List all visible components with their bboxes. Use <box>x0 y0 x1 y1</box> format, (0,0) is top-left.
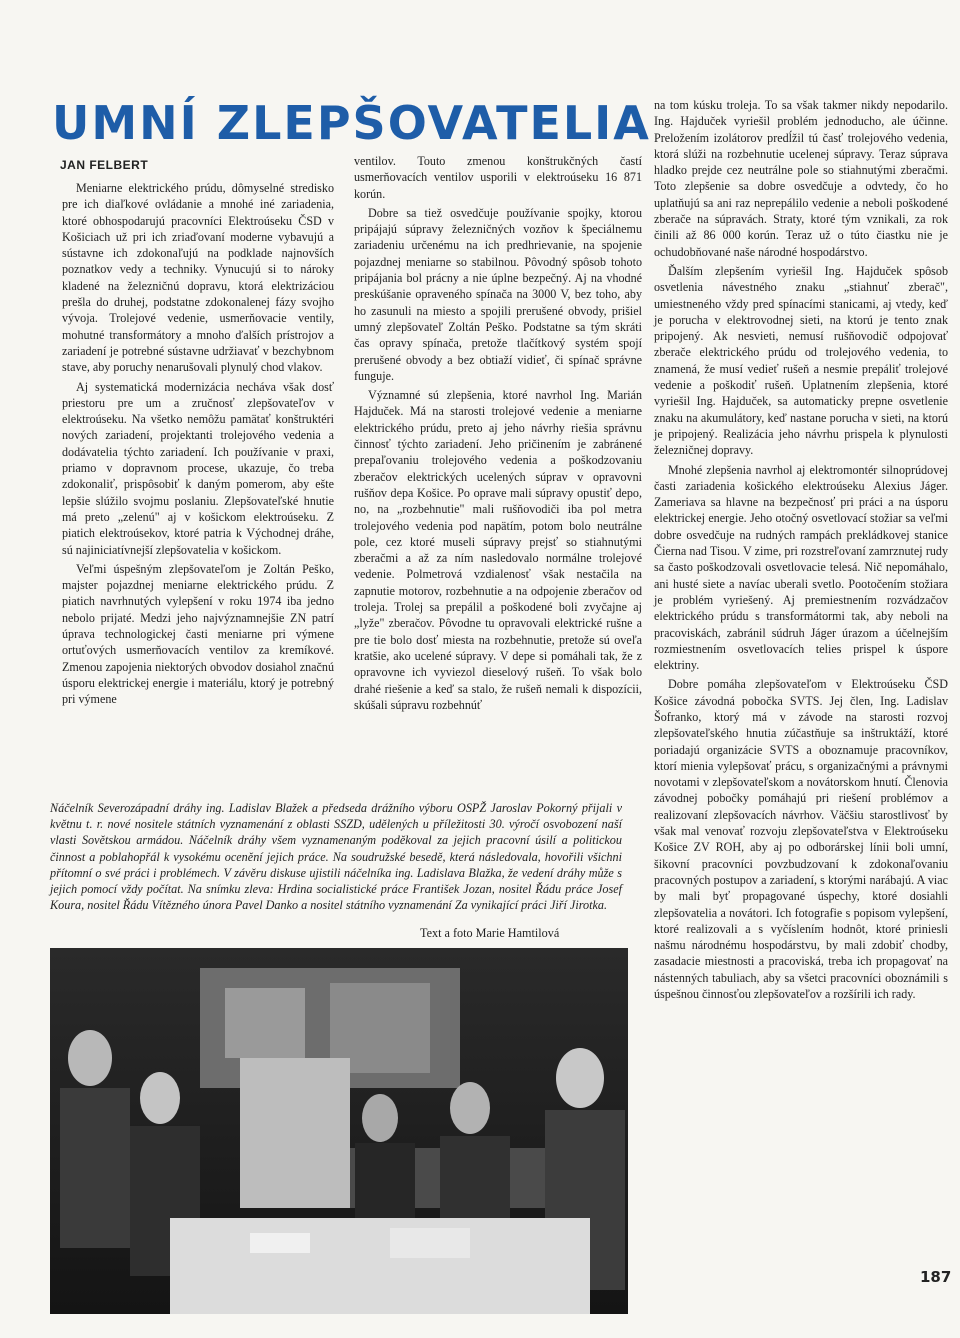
photo-caption: Náčelník Severozápadní dráhy ing. Ladislav Blažek a předseda drážního výboru OSPŽ Jaroslav Pokorný přijali v květnu t. r. nové nositele státních vyznamenání z oblasti SSZD, udělených u příležitosti 30. výročí osvobození naší vlasti Sovětskou armádou. Náčelník dráhy všem vyznamenaným poděkoval za jejich pracovní úsilí a politickou činnost a poblahopřál k vysokému ocenění jejich práce. Na soudružské besedě, která následovala, hovořili všichni přítomní o své práci i problémech. V závěru diskuse ujistili náčelníka ing. Ladislava Blažka, že vedení dráhy může s jejich pomocí vždy počítat. Na snímku zleva: Hrdina socialistické práce František Jozan, nositel Řádu práce Josef Koura, nositel Řádu Vítězného února Pavel Danko a nositel státního vyznamenání Za vynikající práci Jiří Jirotka. <box>50 801 622 913</box>
paragraph: Významné sú zlepšenia, ktoré navrhol Ing. Marián Hajduček. Má na starosti trolejové vedenie a meniarne elektrického prúdu, preto aj jeho návrhy riešia správnu činnosť týchto zariadení. Jeho pričinením je zabránené prepaľovaniu trolejového vedenia a poškodzovaniu zberačov elektrických ucelených súprav v opravovni rušňov depa Košice. Po oprave mali súpravy opustiť depo, no, na „rozbehnutie" mali rušňovodiči iba pol metra trolejového vedenia pod napätím, potom bolo neutrálne pole, cez ktoré museli súpravy prejsť so stiahnutými zberačmi a až za ním nasledovalo normálne trolejové vedenie. Polmetrová vzdialenosť však nestačila na zapnutie motorov, rozbehnutie a na odpojenie zberačov od troleja. Trolej sa prepálil a poškodené boli zvyčajne aj „lyže" zberačov. Pôvodne tu opravovali elektrické rušne a pre tie bolo dosť miesta na rozbehnutie, pretože sú oveľa kratšie, ako ucelené súpravy. V depe si pomáhali tak, že z opravovne ich vyviezol dieselový rušeň. To však bolo drahé riešenie a keď sa stalo, že rušeň nemali k dispozícii, skúšali súpravu rozbehnúť <box>354 388 642 712</box>
author-byline: JAN FELBERT <box>60 158 149 172</box>
paragraph: Mnohé zlepšenia navrhol aj elektromontér silnoprúdovej časti zariadenia košického elektroúseku Alexius Jáger. Zameriava sa hlavne na bezpečnosť pri práci a na úsporu elektrickej energie. Jeho otočný osvetlovací stožiar sa veľmi dobre osvedčuje na rudných rampách prekládkovej stanice Čierna nad Tisou. V zime, pri rozstreľovaní zamrznutej rudy sa často poškodzovali osvetlovacie telesá. Nič nepomáhalo, ani husté siete a navíac uberali svetlo. Pootočením stožiara je problém vyriešený. Aj premiestnením rozvádzačov elektrického prúdu s transformátormi tak, aby neboli na pracoviskách, zabránil súdruh Jáger úrazom a účelnejším rozmiestnením osvetlovacích telies prispel k úspore elektriny. <box>654 462 948 673</box>
text-column-1 <box>62 180 334 711</box>
article-title: UMNÍ ZLEPŠOVATELIA <box>52 96 651 150</box>
meeting-photo-illustration <box>50 948 628 1314</box>
paragraph: Aj systematická modernizácia necháva však dosť priestoru pre um a zručnosť zlepšovateľov v elektroúseku. Na všetko nemôžu pamätať konštruktéri nových zariadení, projektanti trolejového vedenia a dodávatelia týchto zariadení. Ich používanie v praxi, priamo v dopravnom procese, ukazuje, čo treba zdokonaliť, prispôsobiť k daným pomerom, aby ešte lepšie slúžilo svojmu poslaniu. Zlepšovateľské hnutie má preto „zelenú" aj v košickom elektroúseku. Z piatich elektroúsekov, ktoré patria k Východnej dráhe, sú najiniciatívnejší zlepšovatelia v košickom. <box>62 379 334 557</box>
meeting-photo <box>50 948 628 1314</box>
paragraph: Dobre pomáha zlepšovateľom v Elektroúseku ČSD Košice závodná pobočka SVTS. Jej člen, Ing. Ladislav Šofranko, ktorý má v závode na starosti rozvoj zlepšovateľského hnutia zúčastňuje sa inštruktáží, ktoré poriadajú organizácie SVTS a oboznamuje pracovníkov, ktorí mienia vylepšovať prácu, s organizačnými a právnymi novotami v zlepšovateľskom a novátorskom hnutí. Členovia závodnej pobočky pomáhajú pri riešení problémov a realizovaní zlepšovacích návrhov. Väčšiu starostlivosť by však mal venovať rozvoju zlepšovateľstva v Elektroúseku Košice ZV ROH, aby aj po odborárskej línii boli umní, šikovní pracovníci povzbudzovaní k zdokonaľovaniu pracovných postupov a zariadení, s ktorými narábajú. A viac by mali byť propagované úspechy, ktoré dosiahli zlepšovatelia a novátori. Ich fotografie s popisom vylepšení, ktoré realizovali a s vyčíslením hodnôt, ktoré priniesli našmu národnému hospodárstvu, by mali zdobiť chodby, zasadacie miestnosti a pracoviská, treba ich propagovať na nástenných tabuliach, aby sa všetci pracovníci oboznámili s úspešnou činnosťou zlepšovateľov a rozšírili ich rady. <box>654 677 948 1002</box>
paragraph: Meniarne elektrického prúdu, dômyselné stredisko pre ich diaľkové ovládanie a mnohé iné zariadenia, ktoré obhospodarujú pracovníci Elektroúseku ČSD v Košiciach už pri ich zriaďovaní moderne vybavujú a sústavne ich zdokonaľujú na podklade najnovších poznatkov vedy a techniky. Vynucujú si to nároky kladené na železničnú dopravu, ktorá elektrizáciou prešla do druhej, podstatne zdokonalenej fázy svojho vývoja. Trolejové vedenie, usmerňovacie ventily, mohutné transformátory a mnoho ďalších prístrojov a zariadení je potrebné sústavne udržiavať v bezchybnom stave, aby poruchy nenarušovali plynulý chod vlakov. <box>62 181 334 375</box>
photo-credit: Text a foto Marie Hamtilová <box>420 926 560 940</box>
paragraph: ventilov. Touto zmenou konštrukčných častí usmerňovacích ventilov usporili v elektroúseku 16 871 korún. <box>354 154 642 201</box>
paragraph: na tom kúsku troleja. To sa však takmer nikdy nepodarilo. Ing. Hajduček vyriešil problém jednoducho, ale účinne. Preložením izolátorov predĺžil tú časť trolejového vedenia, ktorá slúži na rozbehnutie ucelenej súpravy. Teraz súprava hladko prejde cez neutrálne pole so stiahnutými zberačmi. Toto zlepšenie sa dobre osvedčuje a odvtedy, čo ho uplatňujú sa ani raz neprepálilo vedenie a neboli poškodené zberače na súpravách. Straty, ktoré tým vznikali, za rok činili až 86 000 korún. Teraz už o túto čiastku nie je ochudobňované naše národné hospodárstvo. <box>654 98 948 259</box>
text-column-3 <box>654 97 948 1005</box>
paragraph: Ďalším zlepšením vyriešil Ing. Hajduček spôsob osvetlenia návestného znaku „stiahnuť zberač", umiestneného vždy pred spínacími stanicami, aj vtedy, keď je porucha v elektrovodnej sieti, na ktorú je tento znak pripojený. Ak nesvieti, nemusí rušňovodič odpojovať zberače elektrického prúdu od trolejového vedenia, to znamená, že musí vedieť rušeň a nesmie prepáliť trolejové vedenie a poškodiť rušeň. Uplatnením zlepšenia, ktoré vyriešil Ing. Hajduček, sa automaticky prepne osvetlenie znaku na akumulátory, keď nastane porucha v sieti, na ktorú je pripojený. Realizácia jeho návrhu prispela k plynulosti železničnej dopravy. <box>654 263 948 458</box>
paragraph: Dobre sa tiež osvedčuje používanie spojky, ktorou pripájajú súpravy železničných vozňov k špeciálnemu zariadeniu určenému na ich predhrievanie, na spojenie pojazdnej meniarne so stabilnou. Pôvodný spôsob tohoto pripájania bol prácny a nie úplne bezpečný. Aj na vhodné preskúšanie opraveného spínača na 3000 V, bez toho, aby ho zasunuli na miesto a spojili prerušené obvody, prišiel umný zlepšovateľ Zoltán Peško. Podstatne sa tým skráti čas opravy spínača, pretože tlačítkový systém spojí prerušené obvody a bez obtiaží vidieť, či spínač správne funguje. <box>354 205 642 383</box>
paragraph: Veľmi úspešným zlepšovateľom je Zoltán Peško, majster pojazdnej meniarne elektrického prúdu. Z piatich navrhnutých vylepšení v roku 1974 iba jedno nebolo prijaté. Medzi jeho najvýznamnejšie ZN patrí úprava technologickej časti meniarne pri výmene ortuťových usmerňovacích ventilov za kremíkové. Zmenou zapojenia niektorých obvodov dosiahol značnú úsporu elektrickej energie i materiálu, ktorý je potrebný pri výmene <box>62 561 334 707</box>
text-column-2 <box>354 153 642 716</box>
page-number: 187 <box>920 1268 952 1286</box>
